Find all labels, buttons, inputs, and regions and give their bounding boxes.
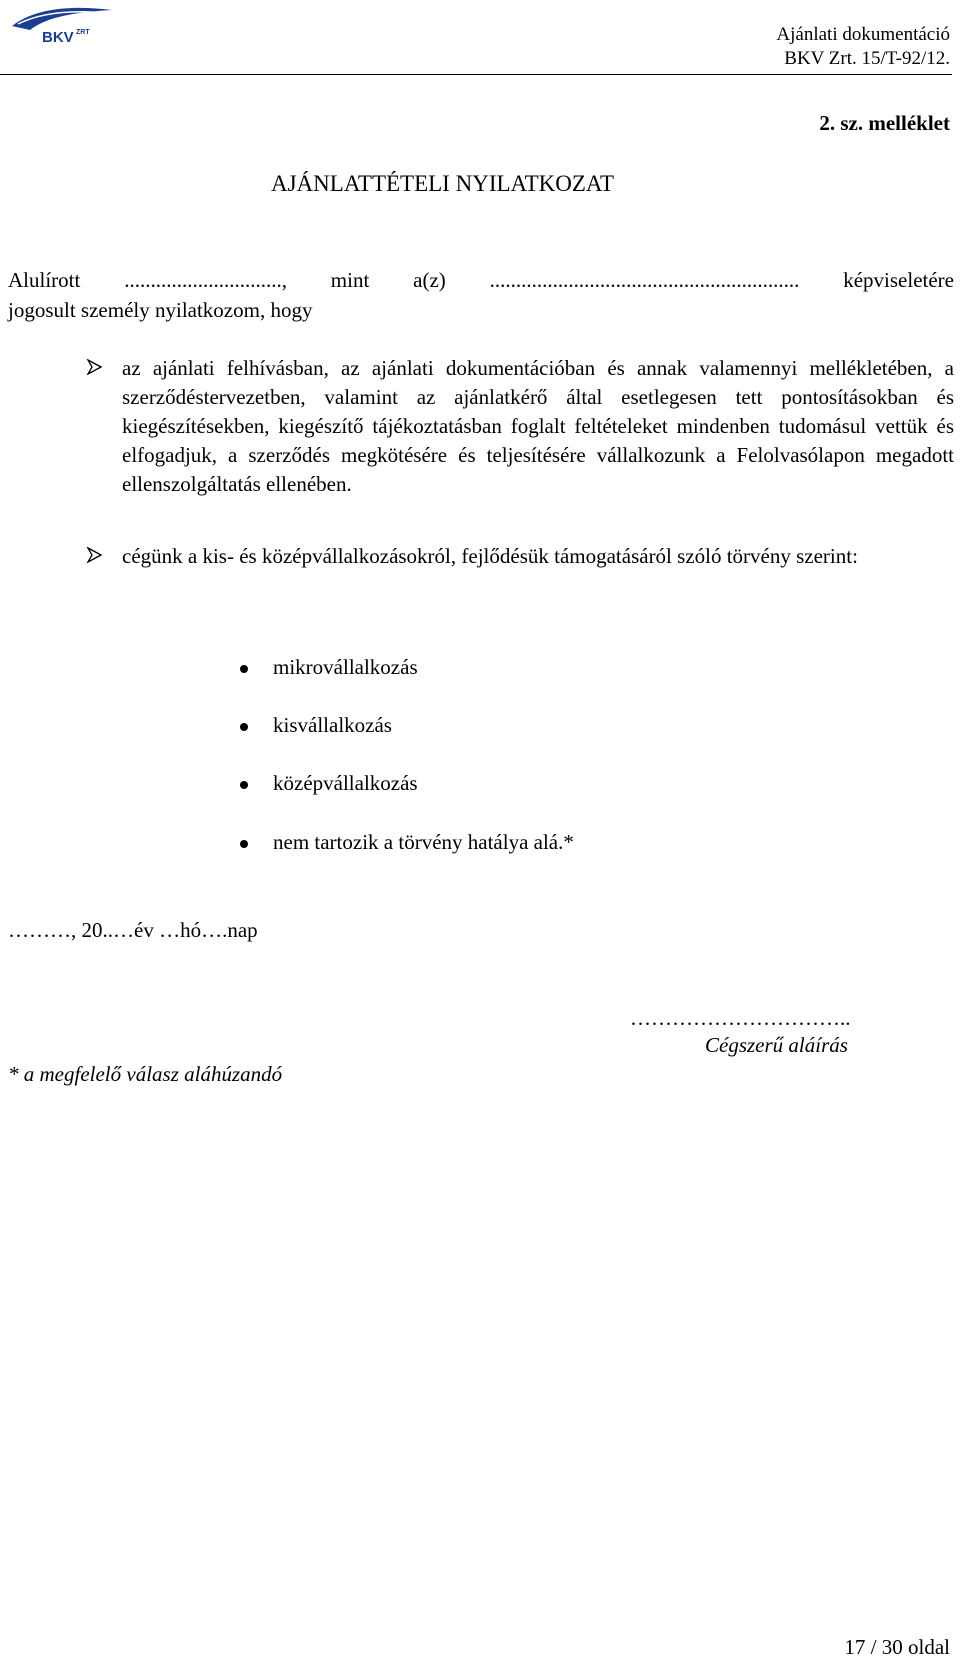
option-micro: mikrovállalkozás: [273, 655, 418, 679]
option-medium: középvállalkozás: [273, 771, 418, 795]
company-blank: ...........................................................: [489, 268, 800, 292]
bullet-dot-icon: [240, 723, 248, 731]
arrow-bullet-icon: [86, 547, 102, 563]
svg-text:ZRT: ZRT: [76, 29, 90, 36]
name-blank: ..............................,: [124, 268, 287, 292]
intro-line-1: [8, 265, 954, 295]
annex-label: 2. sz. melléklet: [819, 111, 950, 135]
statement-acceptance: az ajánlati felhívásban, az ajánlati dokumentációban és annak valamennyi mellékletében, a szerződéstervezetben, valamint az ajánlatkérő által esetlegesen tett pontosításokban és kiegészítésekben, kiegészítő tájékoztatásban foglalt feltételeket mindenben tudomásul vettük és elfogadjuk, a szerződés megkötésére és teljesítésére vállalkozunk a Felolvasólapon megadott ellenszolgáltatás ellenében.: [122, 356, 954, 496]
signature-label: Cégszerű aláírás: [705, 1033, 848, 1057]
option-small: kisvállalkozás: [273, 713, 392, 737]
document-reference: BKV Zrt. 15/T-92/12.: [784, 48, 950, 69]
intro-word: a(z): [413, 268, 446, 292]
bullet-dot-icon: [240, 840, 248, 848]
document-title: Ajánlati dokumentáció: [776, 24, 950, 45]
bkv-logo: [8, 4, 118, 44]
intro-word: képviseletére: [843, 268, 954, 292]
arrow-bullet-icon: [86, 359, 102, 375]
date-line: ………, 20..…év …hó….nap: [8, 918, 258, 942]
intro-word: Alulírott: [8, 268, 81, 292]
intro-line-2: jogosult személy nyilatkozom, hogy: [8, 298, 313, 322]
svg-text:BKV: BKV: [42, 29, 74, 44]
page-number: 17 / 30 oldal: [844, 1635, 950, 1659]
bullet-dot-icon: [240, 781, 248, 789]
page-title: AJÁNLATTÉTELI NYILATKOZAT: [271, 171, 615, 196]
bullet-dot-icon: [240, 665, 248, 673]
intro-paragraph: [8, 265, 954, 325]
statement-enterprise-size: cégünk a kis- és középvállalkozásokról, fejlődésük támogatásáról szóló törvény szerint:: [122, 544, 858, 568]
signature-line: …………………………..: [630, 1006, 851, 1030]
footnote: * a megfelelő válasz aláhúzandó: [8, 1062, 283, 1086]
intro-word: mint: [330, 268, 370, 292]
header-divider: [0, 74, 952, 75]
option-not-applicable: nem tartozik a törvény hatálya alá.*: [273, 830, 574, 854]
